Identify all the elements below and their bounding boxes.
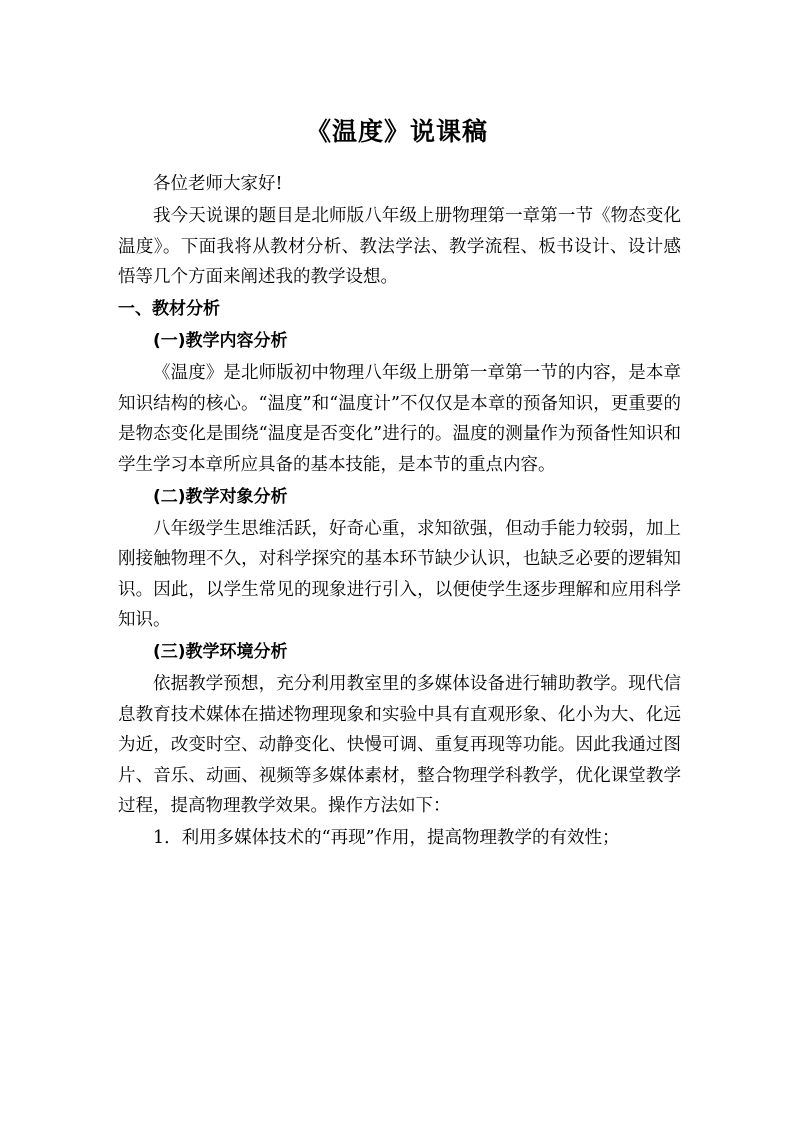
- subsection-heading-content-analysis: (一)教学内容分析: [153, 331, 288, 351]
- content-analysis-paragraph: 《温度》是北师版初中物理八年级上册第一章第一节的内容，是本章知识结构的核心。“温度”和“温度计”不仅仅是本章的预备知识，更重要的是物态变化是围绕“温度是否变化”进行的。温度的测量作为预备性知识和学生学习本章所应具备的基本技能，是本节的重点内容。: [118, 363, 681, 475]
- greeting-paragraph: 各位老师大家好!: [153, 174, 283, 194]
- intro-paragraph: 我今天说课的题目是北师版八年级上册物理第一章第一节《物态变化温度》。下面我将从教材分析、教法学法、教学流程、板书设计、设计感悟等几个方面来阐述我的教学设想。: [118, 206, 681, 287]
- document-body: [118, 169, 681, 855]
- document-title: 《温度》说课稿: [305, 117, 488, 146]
- section-heading-textbook-analysis: 一、教材分析: [118, 299, 220, 319]
- environment-analysis-paragraph: 依据教学预想，充分利用教室里的多媒体设备进行辅助教学。现代信息教育技术媒体在描述物理现象和实验中具有直观形象、化小为大、化远为近，改变时空、动静变化、快慢可调、重复再现等功能。因此我通过图片、音乐、动画、视频等多媒体素材，整合物理学科教学，优化课堂教学过程，提高物理教学效果。操作方法如下：: [118, 674, 681, 816]
- student-analysis-paragraph: 八年级学生思维活跃，好奇心重，求知欲强，但动手能力较弱，加上刚接触物理不久，对科学探究的基本环节缺少认识，也缺乏必要的逻辑知识。因此，以学生常见的现象进行引入，以便使学生逐步理解和应用科学知识。: [118, 518, 681, 630]
- subsection-heading-environment-analysis: (三)教学环境分析: [153, 642, 288, 662]
- list-item: 1．利用多媒体技术的“再现”作用，提高物理教学的有效性；: [153, 828, 620, 848]
- subsection-heading-student-analysis: (二)教学对象分析: [153, 486, 288, 507]
